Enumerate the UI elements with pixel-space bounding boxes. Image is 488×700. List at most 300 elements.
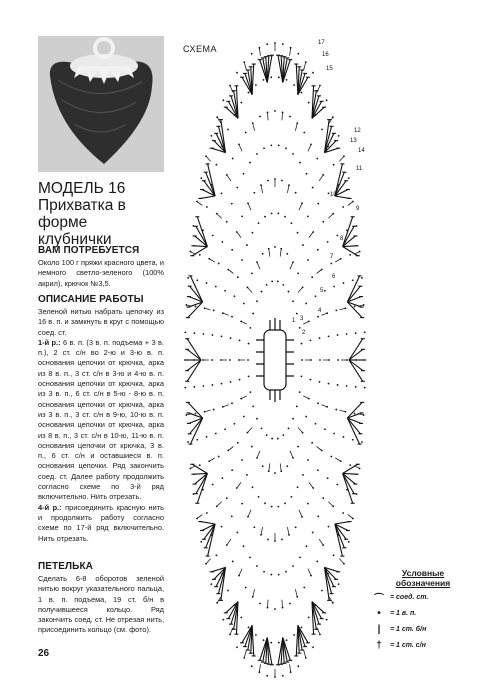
fan-stroke bbox=[349, 360, 363, 371]
chain-dot bbox=[212, 334, 214, 336]
chain-dot bbox=[230, 381, 232, 383]
page-number: 26 bbox=[38, 648, 50, 659]
chain-dot bbox=[319, 85, 321, 87]
chain-dot bbox=[319, 359, 321, 361]
stitch-stroke bbox=[340, 410, 346, 412]
stitch-stroke bbox=[230, 628, 233, 635]
chain-dot bbox=[307, 459, 309, 461]
chain-dot bbox=[212, 484, 214, 486]
stitch-stroke bbox=[280, 463, 281, 471]
chain-dot bbox=[363, 414, 365, 416]
chain-dot bbox=[306, 173, 308, 175]
chain-dot bbox=[308, 320, 310, 322]
diagram-dots bbox=[184, 42, 366, 678]
materials-text: Около 100 г пряжи красного цвета, и немного светло-зеленого (100% акрил), крючок №3,5. bbox=[38, 258, 164, 288]
chain-dot bbox=[247, 202, 249, 204]
chain-dot bbox=[221, 573, 223, 575]
chain-dot bbox=[212, 235, 214, 237]
chain-dot bbox=[315, 114, 317, 116]
stitch-stroke bbox=[269, 463, 270, 471]
chain-dot bbox=[216, 602, 218, 604]
chain-dot bbox=[193, 359, 195, 361]
chain-dot bbox=[328, 359, 330, 361]
stitch-stroke bbox=[348, 515, 353, 519]
chain-dot bbox=[238, 359, 240, 361]
chain-dot bbox=[232, 561, 234, 563]
chain-dot bbox=[270, 144, 272, 146]
chain-dot bbox=[312, 646, 314, 648]
chain-dot bbox=[305, 657, 307, 659]
stitch-stroke bbox=[247, 287, 252, 292]
chain-dot bbox=[210, 135, 212, 137]
fan-stroke bbox=[187, 360, 201, 381]
legend-text-slip-stitch: = соед. ст. bbox=[390, 593, 429, 601]
chain-dot bbox=[274, 246, 276, 248]
chain-dot bbox=[297, 486, 299, 488]
chain-dot bbox=[193, 332, 195, 334]
chain-dot bbox=[315, 295, 317, 297]
stitch-stroke bbox=[267, 112, 268, 120]
model-number: МОДЕЛЬ 16 bbox=[38, 180, 126, 197]
chain-dot bbox=[184, 359, 186, 361]
chain-dot bbox=[312, 187, 314, 189]
chain-dot bbox=[263, 147, 265, 149]
fan-stroke bbox=[296, 625, 298, 656]
stitch-stroke bbox=[209, 458, 214, 461]
chain-dot bbox=[270, 642, 272, 644]
chain-dot bbox=[216, 505, 218, 507]
chain-dot bbox=[345, 307, 347, 309]
legend-row-chain bbox=[368, 606, 478, 620]
chain-dot bbox=[317, 515, 319, 517]
chain-dot bbox=[317, 402, 319, 404]
chain-dot bbox=[296, 406, 298, 408]
chain-dot bbox=[311, 442, 313, 444]
chain-dot bbox=[274, 472, 276, 474]
chain-dot bbox=[297, 53, 299, 55]
chain-dot bbox=[282, 675, 284, 677]
fan-stroke bbox=[343, 246, 357, 247]
stitch-stroke bbox=[227, 539, 231, 545]
chain-dot bbox=[297, 665, 299, 667]
fan-stroke bbox=[200, 196, 215, 198]
description-intro: Зеленой нитью набрать цепочку из 16 в. п. и замкнуть в круг с помощью соед. ст. bbox=[38, 307, 164, 337]
row-number-12: 12 bbox=[354, 128, 361, 134]
stitch-stroke bbox=[319, 539, 323, 545]
chain-dot bbox=[305, 61, 307, 63]
chain-dot bbox=[256, 418, 258, 420]
legend-text-single-crochet: = 1 ст. б/н bbox=[390, 625, 427, 633]
chain-dot bbox=[251, 665, 253, 667]
chain-dot bbox=[229, 634, 231, 636]
chain-dot bbox=[249, 391, 251, 393]
chain-dot bbox=[208, 460, 210, 462]
stitch-stroke bbox=[309, 232, 313, 238]
chain-dot bbox=[330, 263, 332, 265]
legend-row-double-crochet bbox=[368, 638, 478, 652]
stitch-stroke bbox=[295, 589, 297, 597]
chain-dot bbox=[338, 135, 340, 137]
chain-dot bbox=[310, 339, 312, 341]
chain-dot bbox=[262, 465, 264, 467]
chain-dot bbox=[338, 534, 340, 536]
chain-dot bbox=[289, 116, 291, 118]
chain-dot bbox=[252, 232, 254, 234]
chain-dot bbox=[221, 383, 223, 385]
chain-dot bbox=[280, 248, 282, 250]
chain-dot bbox=[312, 231, 314, 233]
crochet-diagram bbox=[180, 30, 370, 690]
chain-dot bbox=[252, 313, 254, 315]
chain-dot bbox=[252, 406, 254, 408]
chain-dot bbox=[247, 432, 249, 434]
chain-dot bbox=[258, 47, 260, 49]
chain-dot bbox=[343, 282, 345, 284]
chain-dot bbox=[312, 72, 314, 74]
row-number-16: 16 bbox=[322, 52, 329, 58]
chain-dot bbox=[268, 248, 270, 250]
chain-dot bbox=[324, 428, 326, 430]
chain-dot bbox=[310, 359, 312, 361]
chain-dot bbox=[278, 76, 280, 78]
chain-dot bbox=[226, 174, 228, 176]
chain-dot bbox=[335, 409, 337, 411]
stitch-stroke bbox=[308, 569, 311, 576]
chain-dot bbox=[204, 411, 206, 413]
chain-dot bbox=[333, 286, 335, 288]
chain-dot bbox=[230, 337, 232, 339]
chain-dot bbox=[286, 639, 288, 641]
chain-dot bbox=[277, 213, 279, 215]
chain-dot bbox=[240, 320, 242, 322]
chain-dot bbox=[308, 617, 310, 619]
chain-dot bbox=[246, 474, 248, 476]
chain-dot bbox=[261, 428, 263, 430]
stitch-stroke bbox=[253, 123, 255, 131]
stitch-stroke bbox=[298, 427, 303, 432]
chain-dot bbox=[222, 99, 224, 101]
chain-dot bbox=[345, 411, 347, 413]
stitch-stroke bbox=[339, 156, 344, 161]
chain-dot bbox=[332, 116, 334, 118]
chain-dot bbox=[274, 42, 276, 44]
stitch-stroke bbox=[328, 502, 333, 507]
stitch-stroke bbox=[295, 123, 297, 131]
legend-text-chain: = 1 в. п. bbox=[390, 609, 417, 617]
row-number-14: 14 bbox=[358, 148, 365, 154]
chain-dot bbox=[267, 180, 269, 182]
chain-dot bbox=[247, 359, 249, 361]
chain-dot bbox=[227, 269, 229, 271]
chain-dot bbox=[184, 387, 186, 389]
chain-dot bbox=[224, 428, 226, 430]
chain-dot bbox=[184, 331, 186, 333]
chain-dot bbox=[281, 539, 283, 541]
chain-dot bbox=[337, 334, 339, 336]
row-1-text: 6 в. п. (3 в. п. подъема + 3 в. п.), 2 ст. с/н во 2-ю и 3-ю в. п. основания цепочки от крючка, арка из 8 в. п., 3 ст. с/н в 3-ю и 4-ю в. п. основания цепочки от крючка, арка из 3 в. п., 6 ст. с/н в 5-ю - 8-ю в. п. основания цепочки от крючка, арка из 3 в. п., 3 ст. с/н в 9-ю, 10-ю в. п. основания цепочки от крючка, арка из 8 в. п., 3 ст. с/н в 10-ю, 11-ю в. п. основания цепочки от крючка, 3 в. п., 6 ст. с/н и оставшиеся в. п. основания цепочки. Ряд закончить соед. ст. Далее работу продолжить согласно схеме по 3-й ряд включительно. Нить отрезать. bbox=[38, 337, 164, 502]
chain-dot bbox=[261, 291, 263, 293]
chain-dot bbox=[301, 92, 303, 94]
stitch-stroke bbox=[259, 664, 260, 672]
chain-dot bbox=[335, 310, 337, 312]
chain-dot bbox=[222, 312, 224, 314]
chain-dot bbox=[227, 590, 229, 592]
stitch-stroke bbox=[321, 405, 327, 407]
chain-dot bbox=[337, 359, 339, 361]
chain-dot bbox=[241, 459, 243, 461]
chain-dot bbox=[346, 385, 348, 387]
chain-dot bbox=[202, 229, 204, 231]
model-title bbox=[38, 180, 198, 248]
chain-dot bbox=[330, 456, 332, 458]
stitch-stroke bbox=[287, 527, 289, 535]
stitch-stroke bbox=[269, 249, 270, 257]
stitch-stroke bbox=[197, 202, 202, 206]
stitch-stroke bbox=[237, 232, 241, 238]
chain-dot bbox=[346, 229, 348, 231]
schema-label: СХЕМА bbox=[183, 44, 217, 54]
stitch-stroke bbox=[267, 600, 268, 608]
chain-dot bbox=[338, 184, 340, 186]
chain-dot bbox=[271, 281, 273, 283]
chain-dot bbox=[288, 534, 290, 536]
stitch-stroke bbox=[223, 405, 229, 407]
chain-dot bbox=[301, 359, 303, 361]
chain-dot bbox=[343, 436, 345, 438]
chain-dot bbox=[289, 603, 291, 605]
chain-dot bbox=[307, 503, 309, 505]
chain-dot bbox=[274, 540, 276, 542]
chain-dot bbox=[243, 61, 245, 63]
chain-dot bbox=[243, 416, 245, 418]
legend-row-slip-stitch bbox=[368, 590, 478, 604]
chain-dot bbox=[306, 545, 308, 547]
chain-dot bbox=[319, 381, 321, 383]
chain-dot bbox=[215, 286, 217, 288]
stitch-stroke bbox=[223, 313, 229, 315]
chain-dot bbox=[193, 493, 195, 495]
slip-stitch-icon: ⌒ bbox=[374, 593, 384, 605]
chain-dot bbox=[247, 286, 249, 288]
chain-dot bbox=[249, 557, 251, 559]
chain-dot bbox=[312, 532, 314, 534]
chain-dot bbox=[297, 273, 299, 275]
chain-dot bbox=[321, 129, 323, 131]
chain-dot bbox=[317, 249, 319, 251]
stitch-stroke bbox=[317, 628, 320, 635]
single-crochet-icon: | bbox=[377, 623, 381, 635]
strawberry-potholder-image bbox=[38, 36, 164, 172]
chain-dot bbox=[307, 259, 309, 261]
stitch-stroke bbox=[230, 85, 233, 92]
stitch-stroke bbox=[206, 559, 211, 564]
chain-dot bbox=[264, 216, 266, 218]
chain-dot bbox=[328, 526, 330, 528]
chain-dot bbox=[336, 484, 338, 486]
chain-dot bbox=[231, 402, 233, 404]
chain-dot bbox=[258, 671, 260, 673]
stitch-stroke bbox=[308, 144, 311, 151]
chain-dot bbox=[319, 634, 321, 636]
chain-dot bbox=[215, 164, 217, 166]
fan-stroke bbox=[252, 64, 254, 95]
row-1-paragraph bbox=[38, 338, 164, 503]
chain-dot bbox=[196, 279, 198, 281]
chain-dot bbox=[315, 423, 317, 425]
chain-dot bbox=[299, 557, 301, 559]
materials-heading: ВАМ ПОТРЕБУЕТСЯ bbox=[38, 245, 140, 256]
chain-dot bbox=[199, 254, 201, 256]
chain-dot bbox=[196, 518, 198, 520]
chain-dot bbox=[259, 603, 261, 605]
description-text bbox=[38, 307, 164, 544]
stitch-stroke bbox=[280, 249, 281, 257]
row-number-15: 15 bbox=[326, 66, 333, 72]
chain-dot bbox=[258, 496, 260, 498]
fan-stroke bbox=[349, 339, 363, 360]
chain-dot bbox=[241, 259, 243, 261]
row-4-label: 4-й р.: bbox=[38, 502, 62, 512]
chain-dot bbox=[213, 409, 215, 411]
chain-dot bbox=[322, 221, 324, 223]
chain-dot bbox=[262, 253, 264, 255]
chain-dot bbox=[256, 153, 258, 155]
chain-dot bbox=[226, 497, 228, 499]
chain-dot bbox=[338, 583, 340, 585]
chain-dot bbox=[206, 512, 208, 514]
chain-dot bbox=[222, 619, 224, 621]
chain-dot bbox=[285, 571, 287, 573]
chain-dot bbox=[310, 143, 312, 145]
fan-stroke bbox=[200, 522, 215, 524]
chain-dot bbox=[302, 286, 304, 288]
chain-dot bbox=[210, 534, 212, 536]
chain-dot bbox=[278, 642, 280, 644]
chain-dot bbox=[322, 174, 324, 176]
chain-dot bbox=[340, 460, 342, 462]
chain-dot bbox=[328, 383, 330, 385]
chain-dot bbox=[352, 279, 354, 281]
stitch-stroke bbox=[244, 650, 246, 658]
chain-dot bbox=[282, 607, 284, 609]
chain-dot bbox=[212, 384, 214, 386]
stitch-stroke bbox=[227, 175, 231, 181]
chain-dot bbox=[299, 327, 301, 329]
chain-dot bbox=[319, 337, 321, 339]
chain-dot bbox=[252, 486, 254, 488]
chain-dot bbox=[327, 477, 329, 479]
chain-dot bbox=[321, 269, 323, 271]
chain-dot bbox=[249, 162, 251, 164]
chain-dot bbox=[288, 428, 290, 430]
stitch-stroke bbox=[247, 427, 252, 432]
chain-dot bbox=[210, 583, 212, 585]
chain-dot bbox=[190, 251, 192, 253]
chain-dot bbox=[238, 575, 240, 577]
stitch-stroke bbox=[287, 185, 289, 193]
chain-dot bbox=[221, 335, 223, 337]
row-number-9: 9 bbox=[356, 206, 360, 212]
chain-dot bbox=[267, 607, 269, 609]
loop-text: Сделать 6-8 оборотов зеленой нитью вокруг указательного пальца, 1 в. п. подъема, 19 ст. б/н в получившееся кольцо. Ряд закончить соед. ст. Не отрезая нить, присоединить кольцо (см. фото). bbox=[38, 574, 164, 635]
stitch-stroke bbox=[259, 48, 260, 56]
chain-dot bbox=[218, 456, 220, 458]
chain-dot bbox=[238, 143, 240, 145]
chain-dot bbox=[297, 232, 299, 234]
chain-dot bbox=[291, 222, 293, 224]
chain-dot bbox=[241, 216, 243, 218]
chain-dot bbox=[187, 277, 189, 279]
chain-dot bbox=[268, 470, 270, 472]
title-line-2: форме bbox=[38, 214, 88, 231]
chain-dot bbox=[213, 310, 215, 312]
chain-dot bbox=[221, 526, 223, 528]
chain-dot bbox=[280, 470, 282, 472]
chain-dot bbox=[256, 261, 258, 263]
row-number-1: 1 bbox=[292, 318, 296, 324]
chain-dot bbox=[310, 379, 312, 381]
chain-dot bbox=[321, 450, 323, 452]
chain-dot bbox=[316, 561, 318, 563]
chain-dot bbox=[301, 627, 303, 629]
stitch-stroke bbox=[257, 262, 260, 269]
stitch-stroke bbox=[197, 515, 202, 519]
chain-dot bbox=[205, 155, 207, 157]
chain-dot bbox=[364, 331, 366, 333]
chain-dot bbox=[326, 312, 328, 314]
row-number-5: 5 bbox=[320, 288, 324, 294]
chain-dot bbox=[343, 563, 345, 565]
row-1-label: 1-й р.: bbox=[38, 337, 61, 347]
chain-dot bbox=[236, 72, 238, 74]
double-crochet-icon: † bbox=[376, 639, 382, 651]
chain-dot bbox=[248, 376, 250, 378]
chain-dot bbox=[278, 144, 280, 146]
stitch-stroke bbox=[261, 527, 263, 535]
chain-dot bbox=[301, 343, 303, 345]
chain-dot bbox=[281, 180, 283, 182]
chain-dot bbox=[267, 539, 269, 541]
chain-dot bbox=[277, 506, 279, 508]
chain-dot bbox=[259, 116, 261, 118]
chain-dot bbox=[255, 634, 257, 636]
chain-dot bbox=[234, 114, 236, 116]
chain-dot bbox=[211, 359, 213, 361]
chain-dot bbox=[196, 439, 198, 441]
chain-dot bbox=[231, 515, 233, 517]
chain-dot bbox=[352, 201, 354, 203]
chain-dot bbox=[231, 203, 233, 205]
stitch-stroke bbox=[290, 48, 291, 56]
stitch-stroke bbox=[257, 451, 260, 458]
chain-dot bbox=[326, 99, 328, 101]
chain-dot bbox=[193, 386, 195, 388]
chain-dot bbox=[248, 92, 250, 94]
chain-dot bbox=[252, 122, 254, 124]
chain-dot bbox=[239, 339, 241, 341]
chain-dot bbox=[297, 446, 299, 448]
stitch-stroke bbox=[228, 270, 233, 274]
chain-dot bbox=[349, 254, 351, 256]
row-number-11: 11 bbox=[356, 166, 363, 172]
title-line-1: Прихватка в bbox=[38, 197, 126, 214]
chain-dot bbox=[293, 634, 295, 636]
row-4-text: присоединить красную нить и продолжить работу согласно схеме по 17-й ряд включительно. Нить отрезать. bbox=[38, 502, 164, 543]
chain-dot bbox=[292, 300, 294, 302]
chain-dot bbox=[208, 258, 210, 260]
chain-dot bbox=[327, 241, 329, 243]
stitch-stroke bbox=[304, 62, 306, 70]
